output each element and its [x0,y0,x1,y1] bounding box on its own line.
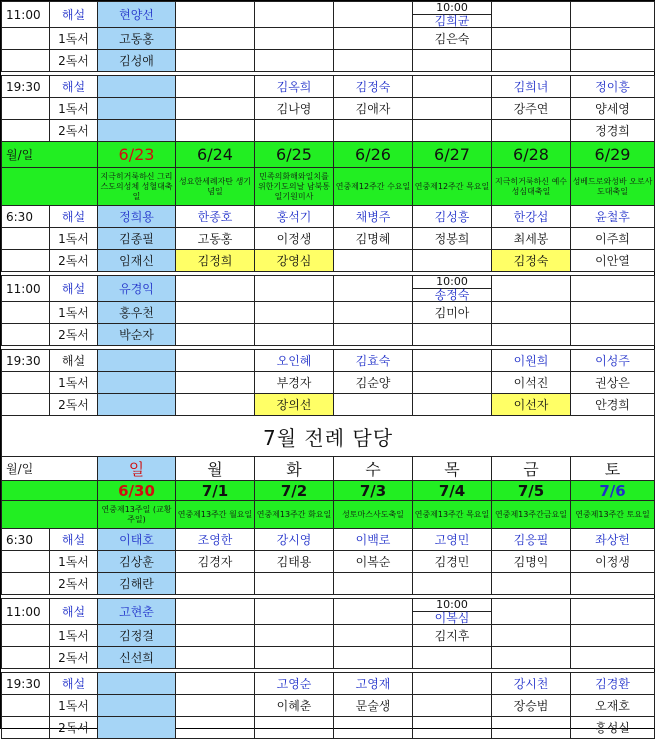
feast-cell: 연중제13주간 토요일 [571,501,655,529]
role-label: 1독서 [50,302,98,324]
date-cell: 6/27 [413,142,492,168]
cell-name: 김순양 [334,372,413,394]
cell-name: 안경희 [571,394,655,416]
cell-name: 정경희 [571,120,655,142]
table-row [2,717,655,739]
cell-name: 권상은 [571,372,655,394]
feast-cell: 성베드로와성바 오로사도대축일 [571,168,655,206]
role-label: 2독서 [50,394,98,416]
cell-name: 송정숙 [434,288,470,302]
cell-name: 김상훈 [98,551,176,573]
cell-time: 10:00 [413,2,491,15]
cell-time: 10:00 [413,599,491,612]
cell-name: 이석진 [492,372,571,394]
feast-cell: 연중제13주간금요일 [492,501,571,529]
role-label: 2독서 [50,250,98,272]
table-row [2,695,655,717]
table-row [2,50,655,72]
cell-name: 김희균 [434,14,470,28]
date-cell: 6/29 [571,142,655,168]
cell-name: 한종호 [176,206,255,228]
page-title: 7월 전례 담당 [2,416,655,457]
cell-name: 정봉희 [413,228,492,250]
role-label: 2독서 [50,717,98,739]
role-label: 2독서 [50,647,98,669]
date-cell: 6/25 [255,142,334,168]
time-label: 6:30 [2,529,50,551]
role-label: 2독서 [50,50,98,72]
role-label: 해설 [50,529,98,551]
table-row [2,673,655,695]
cell-name: 김옥희 [255,76,334,98]
cell-name: 김명혜 [334,228,413,250]
role-label: 1독서 [50,695,98,717]
cell-name: 김정걸 [98,625,176,647]
weekday-cell: 토 [571,457,655,481]
weekday-cell: 화 [255,457,334,481]
cell-name: 이혜춘 [255,695,334,717]
feast-cell: 연중제13주간 목요일 [413,501,492,529]
cell-name: 김정숙 [492,250,571,272]
date-cell: 6/28 [492,142,571,168]
cell-name: 채병주 [334,206,413,228]
cell-name: 신선희 [98,647,176,669]
feast-cell: 지극히거룩하신 예수성심대축일 [492,168,571,206]
feast-cell: 성토마스사도축일 [334,501,413,529]
weekday-cell: 목 [413,457,492,481]
cell-name: 장의선 [255,394,334,416]
feast-cell: 연중제13주간 화요일 [255,501,334,529]
table-row [2,76,655,98]
role-label: 해설 [50,673,98,695]
cell-name: 김정희 [176,250,255,272]
cell-name: 이백로 [334,529,413,551]
cell-name: 정이흥 [571,76,655,98]
date-row [2,142,655,168]
time-label: 19:30 [2,76,50,98]
cell-name: 김희녀 [492,76,571,98]
table-row [2,206,655,228]
cell-name: 강주연 [492,98,571,120]
thu-cell [413,2,492,28]
cell-name: 윤철후 [571,206,655,228]
feast-cell: 연중제12주간 수요일 [334,168,413,206]
date-row [2,481,655,501]
cell-name: 김경민 [413,551,492,573]
role-label: 해설 [50,2,98,28]
weekday-cell: 월 [176,457,255,481]
cell-name: 한강섭 [492,206,571,228]
table-row [2,276,655,302]
cell-name: 고동홍 [98,28,176,50]
table-row [2,573,655,595]
time-label: 11:00 [2,2,50,28]
cell-name: 김미아 [413,302,492,324]
cell-name: 고현춘 [98,599,176,625]
cell-name: 김효숙 [334,350,413,372]
cell-name: 양세영 [571,98,655,120]
table-row [2,28,655,50]
table-row [2,625,655,647]
cell-name: 김종필 [98,228,176,250]
table-row [2,250,655,272]
date-cell: 7/6 [571,481,655,501]
weekday-cell: 수 [334,457,413,481]
date-cell: 7/5 [492,481,571,501]
role-label: 해설 [50,276,98,302]
date-cell: 7/4 [413,481,492,501]
time-label: 6:30 [2,206,50,228]
cell-name: 김경환 [571,673,655,695]
cell-name: 고동홍 [176,228,255,250]
cell-name: 이복심 [434,611,470,625]
table-row [2,324,655,346]
cell-name: 문술생 [334,695,413,717]
cell-name: 강시천 [492,673,571,695]
cell-name: 이성주 [571,350,655,372]
time-label: 19:30 [2,350,50,372]
cell-name: 이태호 [98,529,176,551]
weekday-row [2,457,655,481]
date-cell: 6/30 [98,481,176,501]
role-label: 1독서 [50,98,98,120]
cell-time: 10:00 [413,276,491,289]
cell-name: 고영재 [334,673,413,695]
role-label: 1독서 [50,551,98,573]
table-row [2,551,655,573]
cell-name: 홍석기 [255,206,334,228]
role-label: 1독서 [50,228,98,250]
cell-name: 김성흥 [413,206,492,228]
cell-name: 강영심 [255,250,334,272]
role-label: 해설 [50,350,98,372]
weekday-cell: 금 [492,457,571,481]
cell-name: 홍성실 [571,717,655,739]
table-row [2,372,655,394]
cell-name: 이복순 [334,551,413,573]
table-row [2,529,655,551]
cell-name: 이원희 [492,350,571,372]
cell-name: 이정생 [571,551,655,573]
time-label: 19:30 [2,673,50,695]
feast-cell: 연중제13주간 월요일 [176,501,255,529]
feast-cell: 지극히거룩하신 그리스도의성체 성혈대축일 [98,168,176,206]
table-row [2,599,655,625]
cell-name: 김해란 [98,573,176,595]
role-label: 1독서 [50,625,98,647]
table-row [2,2,655,28]
cell-name: 김태용 [255,551,334,573]
month-day-label: 월/일 [2,142,98,168]
cell-name: 유경익 [98,276,176,302]
feast-row [2,501,655,529]
cell-name: 오인혜 [255,350,334,372]
cell-name: 조영한 [176,529,255,551]
cell-name: 임재신 [98,250,176,272]
table-row [2,120,655,142]
date-cell: 7/2 [255,481,334,501]
cell-name: 강시영 [255,529,334,551]
time-label: 11:00 [2,599,50,625]
role-label: 2독서 [50,324,98,346]
role-label: 해설 [50,599,98,625]
cell-name: 현양선 [98,2,176,28]
role-label: 1독서 [50,28,98,50]
cell-name: 박순자 [98,324,176,346]
cell-name: 고영순 [255,673,334,695]
weekday-cell: 일 [98,457,176,481]
cell-name: 장승범 [492,695,571,717]
cell-name: 이안열 [571,250,655,272]
month-day-label: 월/일 [2,457,98,481]
table-row [2,98,655,120]
date-cell: 6/26 [334,142,413,168]
thu-cell [413,599,492,625]
feast-row [2,168,655,206]
role-label: 2독서 [50,573,98,595]
table-row [2,394,655,416]
cell-name: 김나영 [255,98,334,120]
role-label: 2독서 [50,120,98,142]
cell-name: 김명익 [492,551,571,573]
time-label: 11:00 [2,276,50,302]
role-label: 해설 [50,206,98,228]
cell-name: 오재호 [571,695,655,717]
feast-cell: 성요한세례자탄 생기념일 [176,168,255,206]
date-cell: 6/24 [176,142,255,168]
cell-name: 이정생 [255,228,334,250]
cell-name: 홍우천 [98,302,176,324]
table-row [2,350,655,372]
cell-name: 김경자 [176,551,255,573]
cell-name: 김성애 [98,50,176,72]
cell-name: 이주희 [571,228,655,250]
cell-name: 김지후 [413,625,492,647]
cell-name: 김은숙 [413,28,492,50]
date-cell: 7/3 [334,481,413,501]
role-label: 해설 [50,76,98,98]
feast-cell: 민족의화해와일치를 위한기도의날 남북통일기원미사 [255,168,334,206]
role-label: 1독서 [50,372,98,394]
cell-name: 좌상헌 [571,529,655,551]
table-row [2,228,655,250]
table-row [2,302,655,324]
cell-name: 최세봉 [492,228,571,250]
thu-cell [413,276,492,302]
schedule-table [1,1,655,739]
cell-name: 김응필 [492,529,571,551]
cell-name: 고영민 [413,529,492,551]
cell-name: 부경자 [255,372,334,394]
feast-cell: 연중제13주일 (교황주일) [98,501,176,529]
cell-name: 김애자 [334,98,413,120]
date-cell: 6/23 [98,142,176,168]
cell-name: 정희용 [98,206,176,228]
table-row [2,647,655,669]
cell-name: 김정숙 [334,76,413,98]
date-cell: 7/1 [176,481,255,501]
cell-name: 이선자 [492,394,571,416]
feast-cell: 연중제12주간 목요일 [413,168,492,206]
